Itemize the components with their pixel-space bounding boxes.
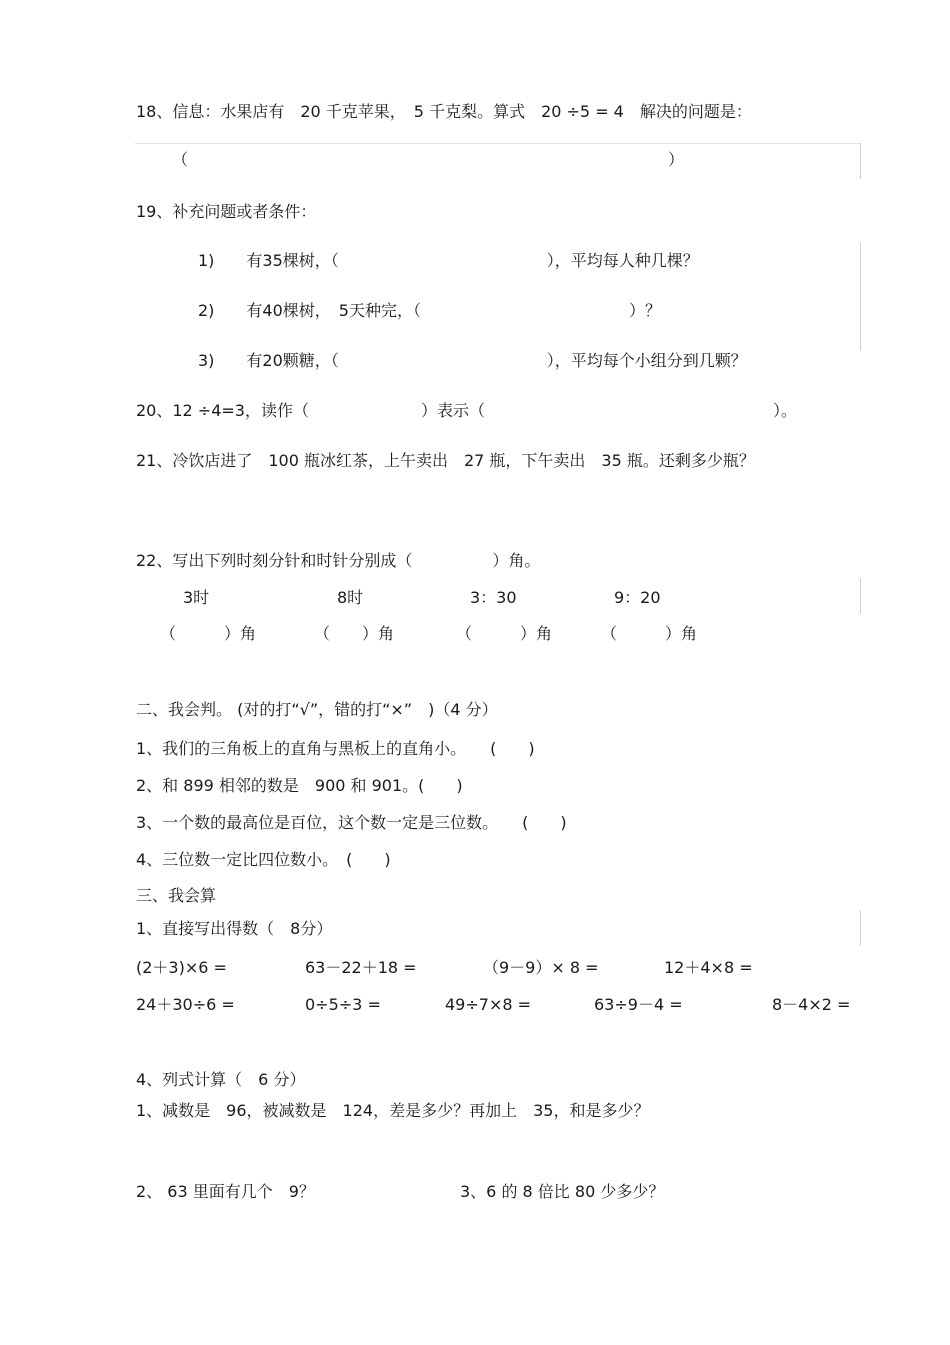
calc-expression: 8－4×2 = [772, 995, 851, 1014]
judge-item-1: 1、我们的三角板上的直角与黑板上的直角小。 ( ) [136, 739, 535, 758]
section-4-title: 4、列式计算（ 6 分） [136, 1070, 306, 1089]
question-18-answer-blank: （ ） [172, 150, 685, 169]
question-19-item-2: 2) 有40棵树， 5天种完，（ ）？ [198, 301, 661, 320]
judge-item-3: 3、一个数的最高位是百位，这个数一定是三位数。 ( ) [136, 813, 567, 832]
divider-line [860, 578, 861, 614]
calc-expression: 63－22＋18 = [305, 958, 417, 977]
divider-line [135, 143, 861, 144]
calc-expression: 63÷9－4 = [594, 995, 683, 1014]
word-problem-1: 1、减数是 96，被减数是 124，差是多少？再加上 35，和是多少？ [136, 1101, 650, 1120]
clock-time-1: 3时 [183, 588, 210, 607]
question-19-item-3: 3) 有20颗糖，（ ），平均每个小组分到几颗？ [198, 351, 747, 370]
section-3-sub-title: 1、直接写出得数（ 8分） [136, 919, 333, 938]
question-22-title: 22、写出下列时刻分针和时针分别成（ ）角。 [136, 551, 541, 570]
calc-expression: 24＋30÷6 = [136, 995, 235, 1014]
divider-line [860, 143, 861, 179]
calc-expression: (2＋3)×6 = [136, 958, 227, 977]
section-2-title: 二、我会判。 (对的打“√”，错的打“×” )（4 分） [136, 700, 498, 719]
calc-expression: 0÷5÷3 = [305, 995, 381, 1014]
angle-answer-4: （ ）角 [601, 624, 698, 643]
angle-answer-2: （ ）角 [314, 624, 395, 643]
clock-time-4: 9：20 [614, 588, 661, 607]
calc-expression: 49÷7×8 = [445, 995, 532, 1014]
judge-item-2: 2、和 899 相邻的数是 900 和 901。( ) [136, 776, 463, 795]
divider-line [860, 910, 861, 946]
clock-time-3: 3：30 [470, 588, 517, 607]
calc-expression: 12＋4×8 = [664, 958, 753, 977]
clock-time-2: 8时 [337, 588, 364, 607]
angle-answer-1: （ ）角 [160, 624, 257, 643]
question-19-item-1: 1) 有35棵树，（ ），平均每人种几棵？ [198, 251, 699, 270]
word-problem-2: 2、 63 里面有几个 9？ [136, 1182, 315, 1201]
word-problem-3: 3、6 的 8 倍比 80 少多少？ [460, 1182, 665, 1201]
calc-expression: （9－9）× 8 = [483, 958, 599, 977]
question-18: 18、信息：水果店有 20 千克苹果， 5 千克梨。算式 20 ÷5 = 4 解决的问题是： [136, 102, 752, 121]
question-19-title: 19、补充问题或者条件： [136, 202, 317, 221]
section-3-title: 三、我会算 [136, 886, 217, 905]
judge-item-4: 4、三位数一定比四位数小。 ( ) [136, 850, 391, 869]
question-21: 21、冷饮店进了 100 瓶冰红茶，上午卖出 27 瓶，下午卖出 35 瓶。还剩多少瓶？ [136, 451, 755, 470]
divider-line [860, 243, 861, 351]
question-20: 20、12 ÷4=3，读作（ ）表示（ ）。 [136, 401, 797, 420]
angle-answer-3: （ ）角 [456, 624, 553, 643]
